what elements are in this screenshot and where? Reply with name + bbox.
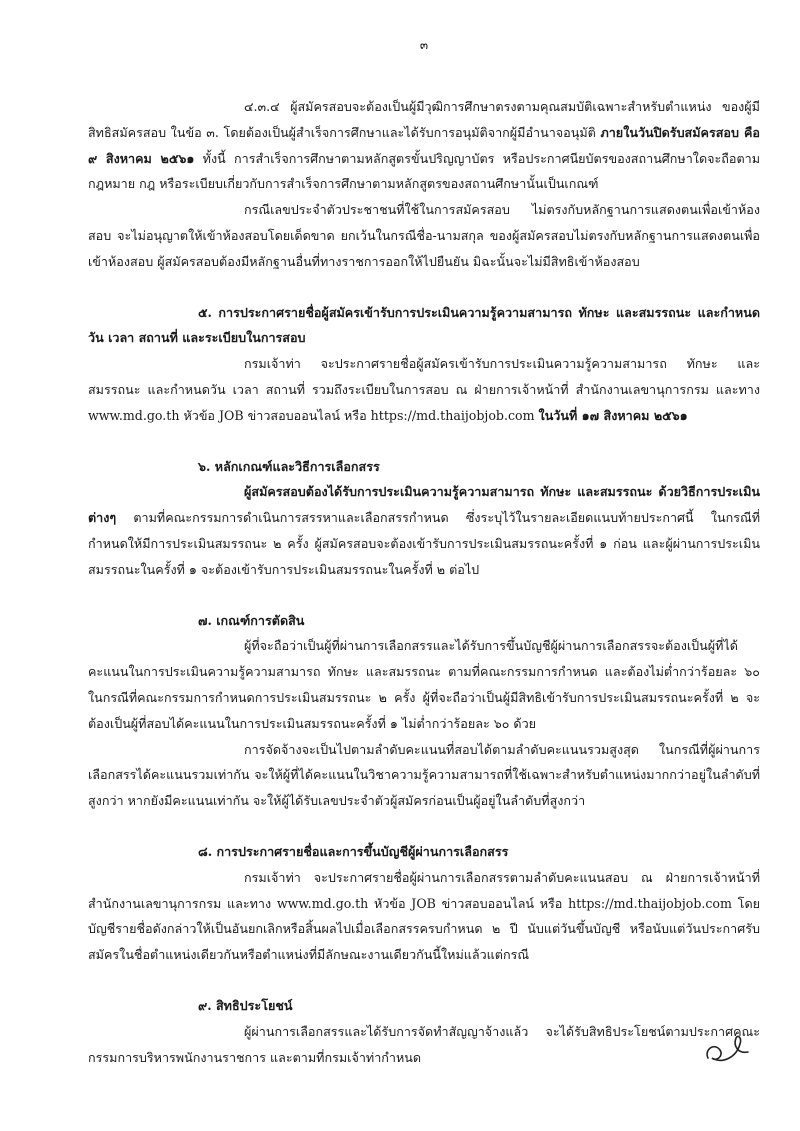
section-5-paragraph (88, 351, 760, 428)
paragraph-text: ทั้งนี้ การสำเร็จการศึกษาตามหลักสูตรขั้นปริญญาบัตร หรือประกาศนียบัตรของสถานศึกษาใดจะถือตามกฎหมาย กฎ หรือระเบียบเกี่ยวกับการสำเร็จการศึกษาตามหลักสูตรของสถานศึกษานั้นเป็นเกณฑ์ (88, 150, 761, 192)
section-7-paragraph-2: การจัดจ้างจะเป็นไปตามลำดับคะแนนที่สอบได้ตามลำดับคะแนนรวมสูงสุด ในกรณีที่ผู้ผ่านการเลือกสรรได้คะแนนรวมเท่ากัน จะให้ผู้ที่ได้คะแนนในวิชาความรู้ความสามารถที่ใช้เฉพาะสำหรับตำแหน่งมากกว่าอยู่ในลำดับที่สูงกว่า หากยังมีคะแนนเท่ากัน จะให้ผู้ได้รับเลขประจำตัวผู้สมัครก่อนเป็นผู้อยู่ในลำดับที่สูงกว่า (88, 741, 760, 809)
section-6-heading: ๖. หลักเกณฑ์และวิธีการเลือกสรร (198, 458, 380, 474)
section-6-paragraph (88, 479, 760, 582)
emphasis-text: ผู้สมัครสอบต้องได้รับการประเมินความรู้ความสามารถ ทักษะ และสมรรถนะ ด้วยวิธีการประเมินต่างๆ (88, 484, 760, 526)
section-7-heading: ๗. เกณฑ์การตัดสิน (198, 612, 305, 628)
paragraph-text: ตามที่คณะกรรมการดำเนินการสรรหาและเลือกสรรกำหนด ซึ่งระบุไว้ในรายละเอียดแนบท้ายประกาศนี้ ในกรณีที่กำหนดให้มีการประเมินสมรรถนะ ๒ ครั้ง ผู้สมัครสอบจะต้องเข้ารับการประเมินสมรรถนะครั้งที่ ๑ ก่อน และผู้ผ่านการประเมินสมรรถนะในครั้งที่ ๑ จะต้องเข้ารับการประเมินสมรรถนะในครั้งที่ ๒ ต่อไป (88, 510, 760, 577)
section-8 (88, 839, 760, 968)
deadline-text: ภายในวันปิดรับสมัครสอบ คือ ๙ สิงหาคม ๒๕๖๑ (88, 124, 760, 166)
section-5 (88, 300, 760, 429)
section-9-paragraph: ผู้ผ่านการเลือกสรรและได้รับการจัดทำสัญญาจ้างแล้ว จะได้รับสิทธิประโยชน์ตามประกาศคณะกรรมการบริหารพนักงานราชการ และตามที่กรมเจ้าท่ากำหนด (88, 1023, 760, 1065)
section-9-heading: ๙. สิทธิประโยชน์ (198, 997, 293, 1013)
paragraph-text: ๔.๓.๔ ผู้สมัครสอบจะต้องเป็นผู้มีวุฒิการศึกษาตรงตามคุณสมบัติเฉพาะสำหรับตำแหน่ง ของผู้มีสิทธิสมัครสอบ ในข้อ ๓. โดยต้องเป็นผู้สำเร็จการศึกษาและได้รับการอนุมัติจากผู้มีอำนาจอนุมัติ (88, 99, 760, 140)
section-7 (88, 608, 760, 814)
paragraph-4-3-4 (88, 94, 760, 197)
section-5-heading: ๕. การประกาศรายชื่อผู้สมัครเข้ารับการประเมินความรู้ความสามารถ ทักษะ และสมรรถนะ และกำหนดวัน เวลา สถานที่ และระเบียบในการสอบ (88, 304, 760, 346)
page-number: ๓ (419, 38, 429, 52)
section-6 (88, 454, 760, 583)
paragraph-text: กรมเจ้าท่า จะประกาศรายชื่อผู้สมัครเข้ารับการประเมินความรู้ความสามารถ ทักษะ และสมรรถนะ และกำหนดวัน เวลา สถานที่ รวมถึงระเบียบในการสอบ ณ ฝ่ายการเจ้าหน้าที่ สำนักงานเลขานุการกรม และทาง www.md.go.th หัวข้อ JOB ข่าวสอบออนไลน์ หรือ https://md.thaijobjob.com (88, 356, 760, 423)
section-7-paragraph-1: ผู้ที่จะถือว่าเป็นผู้ที่ผ่านการเลือกสรรและได้รับการขึ้นบัญชีผู้ผ่านการเลือกสรรจะต้องเป็นผู้ที่ได้คะแนนในการประเมินความรู้ความสามารถ ทักษะ และสมรรถนะ ตามที่คณะกรรมการกำหนด และต้องไม่ต่ำกว่าร้อยละ ๖๐ ในกรณีที่คณะกรรมการกำหนดการประเมินสมรรถนะ ๒ ครั้ง ผู้ที่จะถือว่าเป็นผู้มีสิทธิเข้ารับการประเมินสมรรถนะครั้งที่ ๒ จะต้องเป็นผู้ที่สอบได้คะแนนในการประเมินสมรรถนะครั้งที่ ๑ ไม่ต่ำกว่าร้อยละ ๖๐ ด้วย (88, 638, 760, 731)
section-8-paragraph: กรมเจ้าท่า จะประกาศรายชื่อผู้ผ่านการเลือกสรรตามลำดับคะแนนสอบ ณ ฝ่ายการเจ้าหน้าที่ สำนักงานเลขานุการกรม และทาง www.md.go.th หัวข้อ JOB ข่าวสอบออนไลน์ หรือ https://md.thaijobjob.com โดยบัญชีรายชื่อดังกล่าวให้เป็นอันยกเลิกหรือสิ้นผลไปเมื่อเลือกสรรครบกำหนด ๒ ปี นับแต่วันขึ้นบัญชี หรือนับแต่วันประกาศรับสมัครในชื่อตำแหน่งเดียวกันหรือตำแหน่งที่มีลักษณะงานเดียวกันนี้ใหม่แล้วแต่กรณี (88, 869, 760, 963)
section-9 (88, 993, 760, 1070)
signature-mark (702, 1028, 754, 1072)
announcement-date: ในวันที่ ๑๗ สิงหาคม ๒๕๖๑ (538, 407, 688, 423)
paragraph-id-card: กรณีเลขประจำตัวประชาชนที่ใช้ในการสมัครสอบ ไม่ตรงกับหลักฐานการแสดงตนเพื่อเข้าห้องสอบ จะไม่อนุญาตให้เข้าห้องสอบโดยเด็ดขาด ยกเว้นในกรณีชื่อ-นามสกุล ของผู้สมัครสอบไม่ตรงกับหลักฐานการแสดงตนเพื่อเข้าห้องสอบ ผู้สมัครสอบต้องมีหลักฐานอื่นที่ทางราชการออกให้ไปยืนยัน มิฉะนั้นจะไม่มีสิทธิเข้าห้องสอบ (88, 202, 760, 269)
section-8-heading: ๘. การประกาศรายชื่อและการขึ้นบัญชีผู้ผ่านการเลือกสรร (198, 843, 509, 859)
